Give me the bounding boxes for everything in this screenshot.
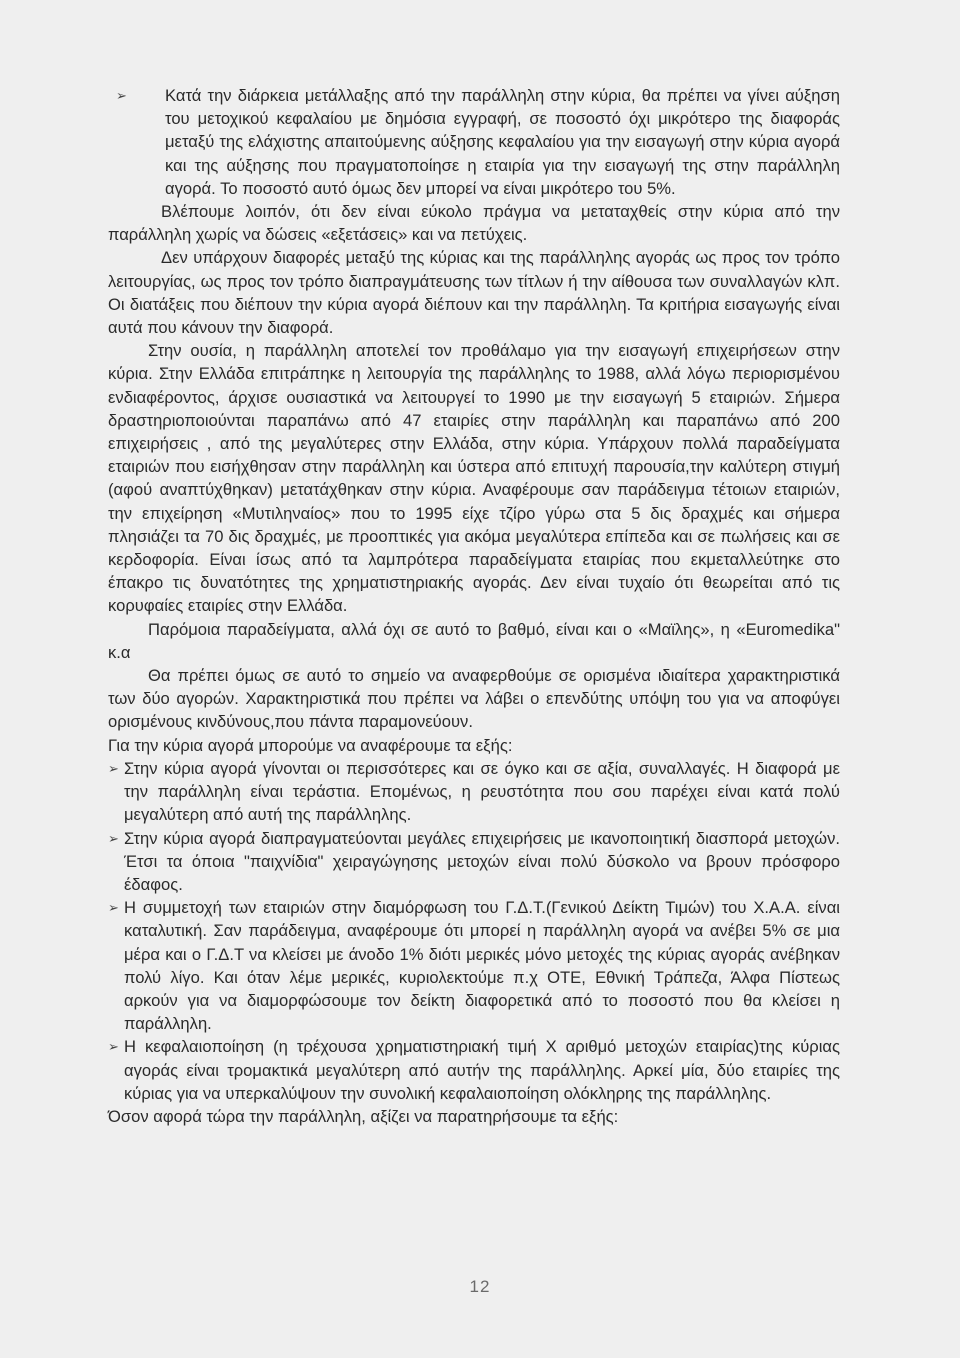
list-item: ➢ Στην κύρια αγορά γίνονται οι περισσότερες και σε όγκο και σε αξία, συναλλαγές. Η διαφορά με την παράλληλη είναι τεράστια. Επομένως, η ρευστότητα που σου παρέχει είναι κατά πολύ μεγαλύτερη από αυτή της παράλληλης. xyxy=(108,758,840,825)
arrow-bullet-icon: ➢ xyxy=(108,830,119,846)
paragraph-5: Παρόμοια παραδείγματα, αλλά όχι σε αυτό το βαθμό, είναι και ο «Μαϊλης», η «Euromedika" κ.α xyxy=(108,619,840,662)
paragraph-4: Στην ουσία, η παράλληλη αποτελεί τον προθάλαμο για την εισαγωγή επιχειρήσεων στην κύρια. Στην Ελλάδα επιτράπηκε η λειτουργία της παράλληλης το 1988, αλλά λόγω περιορισμένου ενδιαφέροντος, άρχισε ουσιαστικά να λειτουργεί το 1990 με την εισαγωγή 5 εταιριών. Σήμερα δραστηριοποιούνται παραπάνω από 47 εταιρίες στην παράλληλη και παραπάνω από 200 επιχειρήσεις , από της μεγαλύτερες στην Ελλάδα, στην κύρια. Υπάρχουν πολλά παραδείγματα εταιριών που εισήχθησαν στην παράλληλη και ύστερα από επιτυχή παρουσία,την καλύτερη στιγμή (αφού αναπτύχθηκαν) μετατάχθηκαν στην κύρια. Αναφέρουμε σαν παράδειγμα τέτοιων εταιριών, την επιχείρηση «Μυτιληναίος» που το 1995 είχε τζίρο γύρω στα 5 δις δραχμές και σήμερα πλησιάζει τα 70 δις δραχμές, με προοπτικές για ακόμα μεγαλύτερα επίπεδα και σε πωλήσεις και σε κερδοφορία. Είναι ίσως από τα λαμπρότερα παραδείγματα εταιρίας που εκμεταλλεύτηκε στο έπακρο τις δυνατότητες της χρηματιστηριακής αγοράς. Δεν είναι τυχαίο ότι θεωρείται από τις κορυφαίες εταιρίες στην Ελλάδα. xyxy=(108,341,840,616)
arrow-bullet-icon: ➢ xyxy=(108,900,119,916)
arrow-bullet-icon: ➢ xyxy=(108,1039,119,1055)
paragraph-3: Δεν υπάρχουν διαφορές μεταξύ της κύριας και της παράλληλης αγοράς ως προς τον τρόπο λειτουργίας, ως προς τον τρόπο διαπραγμάτευσης των τίτλων ή την αίθουσα των συναλλαγών κλπ. Οι διατάξεις που διέπουν την κύρια αγορά διέπουν και την παράλληλη. Τα κριτήρια εισαγωγής είναι αυτά που κάνουν την διαφορά. xyxy=(108,248,840,338)
list-item: ➢ Η συμμετοχή των εταιριών στην διαμόρφωση του Γ.Δ.Τ.(Γενικού Δείκτη Τιμών) του Χ.Α.Α. είναι καταλυτική. Σαν παράδειγμα, αναφέρουμε ότι μπορεί η παράλληλη αγορά να ανέβει 5% σε μια μέρα και ο Γ.Δ.Τ να κλείσει με άνοδο 1% διότι μερικές μόνο μετοχές της κύριας αγοράς ανέβηκαν πολύ λίγο. Και όταν λέμε μερικές, κυριολεκτούμε π.χ ΟΤΕ, Εθνική Τράπεζα, Άλφα Πίστεως αρκούν για να διαμορφώσουμε τον δείκτη διαφορετικά από το ποσοστό που θα κλείσει η παράλληλη. xyxy=(108,898,840,1034)
body-text xyxy=(108,84,840,1128)
paragraph-6: Θα πρέπει όμως σε αυτό το σημείο να αναφερθούμε σε ορισμένα ιδιαίτερα χαρακτηριστικά των δύο αγορών. Χαρακτηριστικά που πρέπει να λάβει ο επενδύτης υπόψη του για να αποφύγει ορισμένους κινδύνους,που πάντα παραμονεύουν. xyxy=(108,666,840,732)
paragraph-1: Κατά την διάρκεια μετάλλαξης από την παράλληλη στην κύρια, θα πρέπει να γίνει αύξηση του μετοχικού κεφαλαίου με δημόσια εγγραφή, σε ποσοστό όχι μικρότερο της διαφοράς μεταξύ της ελάχιστης απαιτούμενης αύξησης κεφαλαίου για την εισαγωγή στην κύρια αγορά και της αύξησης που πραγματοποίησε η εταιρία για την εισαγωγή της στην παράλληλη αγορά. Το ποσοστό αυτό όμως δεν μπορεί να είναι μικρότερο του 5%. xyxy=(165,86,840,198)
intro-bullet-paragraph xyxy=(108,84,840,200)
paragraph-7: Για την κύρια αγορά μπορούμε να αναφέρουμε τα εξής: xyxy=(108,735,513,755)
paragraph-2: Βλέπουμε λοιπόν, ότι δεν είναι εύκολο πράγμα να μεταταχθείς στην κύρια από την παράλληλη χωρίς να δώσεις «εξετάσεις» και να πετύχεις. xyxy=(108,202,840,245)
page-number: 12 xyxy=(469,1277,491,1296)
list-item: ➢ Στην κύρια αγορά διαπραγματεύονται μεγάλες επιχειρήσεις με ικανοποιητική διασπορά μετοχών. Έτσι τα όποια "παιχνίδια" χειραγώγησης μετοχών είναι πολύ δύσκολο να βρουν πρόσφορο έδαφος. xyxy=(108,828,840,894)
closing-paragraph: Όσον αφορά τώρα την παράλληλη, αξίζει να παρατηρήσουμε τα εξής: xyxy=(108,1106,619,1126)
list-item: ➢ Η κεφαλαιοποίηση (η τρέχουσα χρηματιστηριακή τιμή Χ αριθμό μετοχών εταιρίας)της κύριας αγοράς είναι τρομακτικά μεγαλύτερη από αυτήν της παράλληλης. Αρκεί μία, δύο εταιρίες της κύριας για να υπερκαλύψουν την συνολική κεφαλαιοποίηση ολόκληρης της παράλληλης. xyxy=(108,1037,840,1103)
arrow-bullet-icon: ➢ xyxy=(116,88,127,103)
arrow-bullet-icon: ➢ xyxy=(108,760,119,776)
